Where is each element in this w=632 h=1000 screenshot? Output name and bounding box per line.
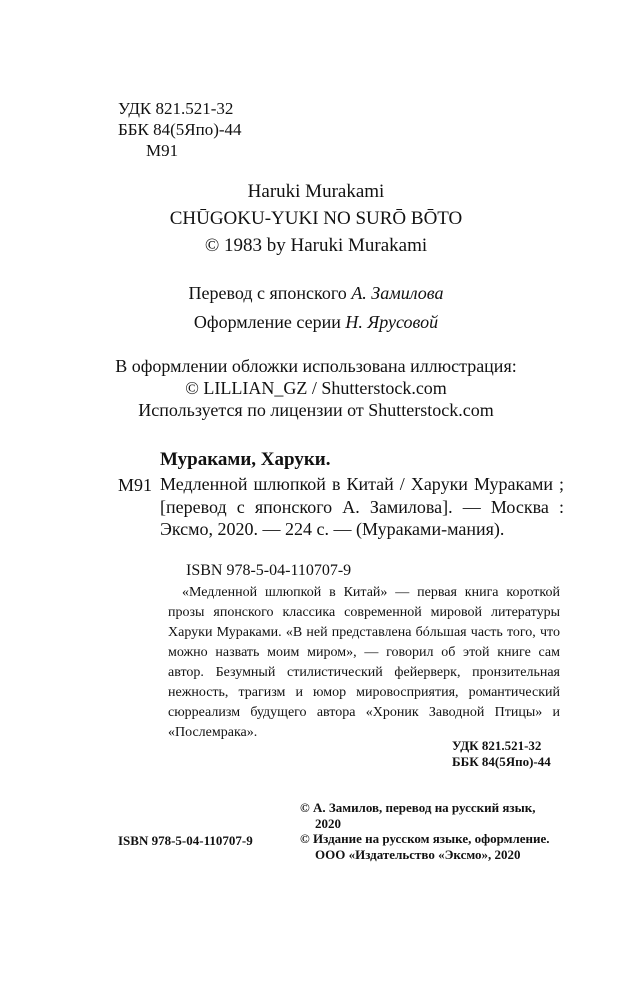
catalog-body: Медленной шлюпкой в Китай / Харуки Мураками ; [перевод с японского А. Замилова]. — Москва : Эксмо, 2020. — 224 с. — (Мураками-мания). <box>160 474 564 539</box>
annotation-text: «Медленной шлюпкой в Китай» — первая книга короткой прозы японского классика современной мировой литературы Харуки Мураками. «В ней представлена бóльшая часть того, что можно назвать моим миром», — говорил об этой книге сам автор. Безумный стилистический фейерверк, пронзительная нежность, трагизм и юмор мировосприятия, романтический сюрреализм будущего автора «Хроник Заводной Птицы» и «Послемрака». <box>168 585 560 740</box>
classification-right <box>452 738 551 770</box>
original-author: Haruki Murakami <box>247 181 385 202</box>
catalog-heading: Мураками, Харуки. <box>160 449 331 470</box>
edition-copyright-line1: © Издание на русском языке, оформление. <box>300 831 550 846</box>
design-credit <box>0 312 632 333</box>
classification-codes <box>118 98 242 161</box>
original-copyright: © 1983 by Haruki Murakami <box>204 235 428 256</box>
copyright-block <box>300 800 550 862</box>
bbk-code-right: ББК 84(5Япо)-44 <box>452 754 551 769</box>
catalog-mark: М91 <box>118 475 153 495</box>
translation-credit <box>0 283 632 304</box>
translation-copyright-line1: © А. Замилов, перевод на русский язык, <box>300 800 536 815</box>
original-title: CHŪGOKU-YUKI NO SURŌ BŌTO <box>169 208 463 229</box>
cover-notice-line2: © LILLIAN_GZ / Shutterstock.com <box>185 378 447 398</box>
translation-prefix: Перевод с японского <box>188 283 347 303</box>
translation-copyright-line2: 2020 <box>315 815 341 831</box>
translator-name: А. Замилова <box>351 283 444 303</box>
cover-notice-line1: В оформлении обложки использована иллюстрация: <box>115 356 517 376</box>
udk-code: УДК 821.521-32 <box>118 99 234 118</box>
udk-code-right: УДК 821.521-32 <box>452 738 542 753</box>
catalog-isbn: ISBN 978-5-04-110707-9 <box>186 562 352 579</box>
isbn-bottom: ISBN 978-5-04-110707-9 <box>118 833 253 848</box>
design-prefix: Оформление серии <box>193 312 341 332</box>
edition-copyright-line2: ООО «Издательство «Эксмо», 2020 <box>315 846 521 862</box>
cover-notice-line3: Используется по лицензии от Shutterstock.com <box>138 400 494 420</box>
author-mark: М91 <box>146 141 179 160</box>
designer-name: Н. Ярусовой <box>345 312 439 332</box>
bbk-code: ББК 84(5Япо)-44 <box>118 120 242 139</box>
